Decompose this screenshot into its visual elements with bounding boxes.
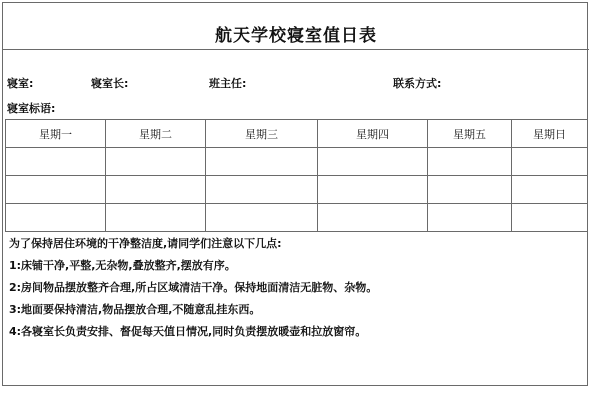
note-item-1: 1:床铺干净,平整,无杂物,叠放整齐,摆放有序。 — [9, 259, 236, 272]
header-monday: 星期一 — [6, 120, 106, 148]
table-header-row — [6, 120, 588, 148]
table-cell[interactable] — [6, 204, 106, 232]
header-friday: 星期五 — [428, 120, 512, 148]
header-tuesday: 星期二 — [106, 120, 206, 148]
table-cell[interactable] — [106, 204, 206, 232]
table-cell[interactable] — [318, 176, 428, 204]
rules-notes — [9, 237, 377, 343]
table-cell[interactable] — [512, 204, 588, 232]
table-row — [6, 176, 588, 204]
table-cell[interactable] — [428, 204, 512, 232]
duty-roster-sheet — [2, 2, 588, 386]
slogan-label: 寝室标语: — [7, 102, 56, 115]
dorm-label: 寝室: — [7, 77, 34, 90]
table-row — [6, 204, 588, 232]
note-item-3: 3:地面要保持清洁,物品摆放合理,不随意乱挂东西。 — [9, 303, 261, 316]
header-wednesday: 星期三 — [206, 120, 318, 148]
table-cell[interactable] — [106, 148, 206, 176]
table-cell[interactable] — [6, 148, 106, 176]
table-row — [6, 148, 588, 176]
head-teacher-label: 班主任: — [209, 77, 247, 90]
title-divider — [3, 49, 589, 50]
table-cell[interactable] — [106, 176, 206, 204]
table-cell[interactable] — [6, 176, 106, 204]
table-cell[interactable] — [206, 204, 318, 232]
table-cell[interactable] — [206, 148, 318, 176]
table-cell[interactable] — [428, 148, 512, 176]
table-cell[interactable] — [512, 148, 588, 176]
duty-table — [5, 119, 588, 232]
table-cell[interactable] — [206, 176, 318, 204]
dorm-leader-label: 寝室长: — [91, 77, 129, 90]
table-cell[interactable] — [318, 148, 428, 176]
header-thursday: 星期四 — [318, 120, 428, 148]
page-title: 航天学校寝室值日表 — [215, 26, 377, 46]
notes-intro: 为了保持居住环境的干净整洁度,请同学们注意以下几点: — [9, 237, 282, 250]
table-cell[interactable] — [512, 176, 588, 204]
contact-label: 联系方式: — [393, 77, 442, 90]
note-item-4: 4:各寝室长负责安排、督促每天值日情况,同时负责摆放暖壶和拉放窗帘。 — [9, 325, 367, 338]
table-cell[interactable] — [318, 204, 428, 232]
table-cell[interactable] — [428, 176, 512, 204]
note-item-2: 2:房间物品摆放整齐合理,所占区域清洁干净。保持地面清洁无脏物、杂物。 — [9, 281, 378, 294]
header-sunday: 星期日 — [512, 120, 588, 148]
